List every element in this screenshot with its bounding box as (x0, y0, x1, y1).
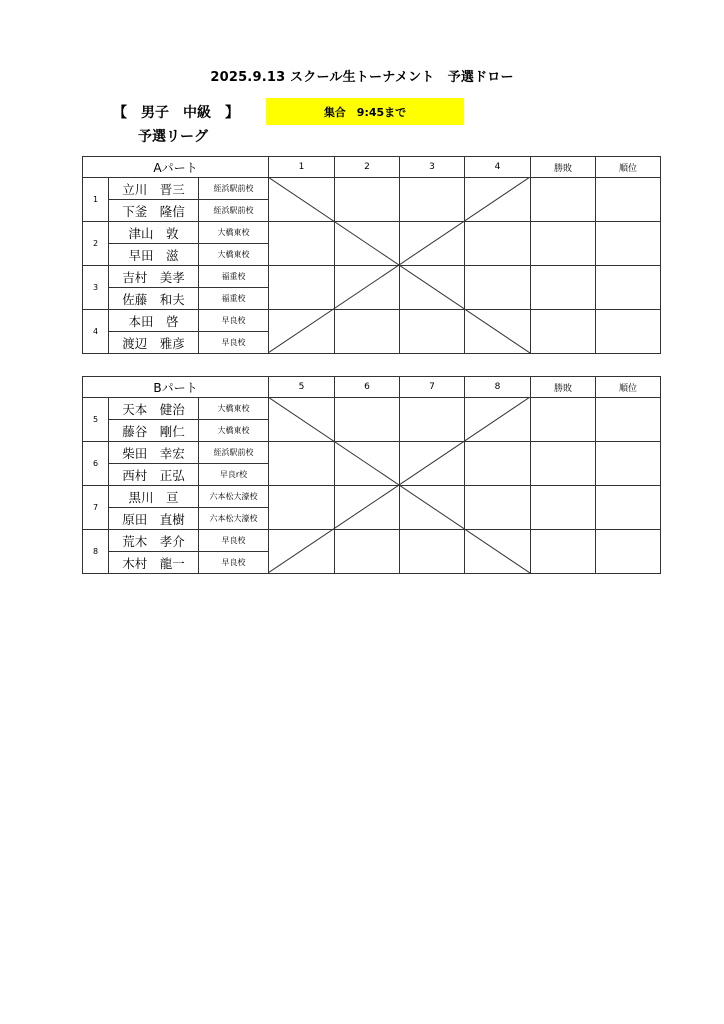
match-cell (335, 310, 400, 354)
match-cell (335, 486, 400, 530)
seed-number: 8 (83, 530, 109, 574)
seed-number: 5 (83, 398, 109, 442)
match-cell (335, 266, 400, 310)
player-name: 天本 健治 (109, 398, 199, 420)
match-cell (335, 442, 400, 486)
player-school: 六本松大濠校 (199, 486, 269, 508)
player-name: 黒川 亘 (109, 486, 199, 508)
result-cell (531, 178, 596, 222)
seed-number: 3 (83, 266, 109, 310)
result-cell (531, 398, 596, 442)
player-school: 大橋東校 (199, 398, 269, 420)
player-name: 吉村 美孝 (109, 266, 199, 288)
result-cell (531, 310, 596, 354)
match-cell (269, 442, 335, 486)
player-school: 福重校 (199, 288, 269, 310)
column-header: 4 (465, 157, 531, 178)
player-name: 木村 龍一 (109, 552, 199, 574)
player-name: 藤谷 剛仁 (109, 420, 199, 442)
result-cell (531, 266, 596, 310)
player-name: 下釜 隆信 (109, 200, 199, 222)
player-school: 早良校 (199, 310, 269, 332)
match-cell (465, 310, 531, 354)
match-cell (269, 178, 335, 222)
match-cell (400, 310, 465, 354)
match-cell (400, 178, 465, 222)
player-name: 津山 敦 (109, 222, 199, 244)
result-cell (531, 486, 596, 530)
player-school: 大橋東校 (199, 244, 269, 266)
result-header: 勝敗 (531, 377, 596, 398)
player-name: 柴田 幸宏 (109, 442, 199, 464)
player-school: 大橋東校 (199, 420, 269, 442)
result-header: 勝敗 (531, 157, 596, 178)
match-cell (335, 178, 400, 222)
rank-header: 順位 (596, 377, 661, 398)
match-cell (400, 530, 465, 574)
page-title: 2025.9.13 スクール生トーナメント 予選ドロー (210, 70, 514, 85)
match-cell (335, 530, 400, 574)
player-school: 早良校 (199, 332, 269, 354)
result-cell (531, 442, 596, 486)
player-school: 福重校 (199, 266, 269, 288)
match-cell (465, 530, 531, 574)
match-cell (400, 398, 465, 442)
player-school: 大橋東校 (199, 222, 269, 244)
player-name: 早田 滋 (109, 244, 199, 266)
part-b-header: Bパート (83, 377, 269, 398)
player-name: 原田 直樹 (109, 508, 199, 530)
player-school: 絰浜駅前校 (199, 200, 269, 222)
player-school: 早良校 (199, 530, 269, 552)
seed-number: 6 (83, 442, 109, 486)
category-label: 【 男子 中級 】 (113, 105, 239, 121)
rank-cell (596, 266, 661, 310)
rank-cell (596, 398, 661, 442)
player-school: 絰浜駅前校 (199, 442, 269, 464)
league-label: 予選リーグ (138, 129, 208, 145)
rank-cell (596, 442, 661, 486)
column-header: 6 (335, 377, 400, 398)
part-b-table (82, 376, 661, 574)
column-header: 8 (465, 377, 531, 398)
seed-number: 4 (83, 310, 109, 354)
rank-cell (596, 310, 661, 354)
result-cell (531, 222, 596, 266)
seed-number: 7 (83, 486, 109, 530)
match-cell (269, 222, 335, 266)
rank-cell (596, 222, 661, 266)
match-cell (465, 486, 531, 530)
match-cell (269, 310, 335, 354)
column-header: 1 (269, 157, 335, 178)
column-header: 3 (400, 157, 465, 178)
match-cell (465, 442, 531, 486)
match-cell (465, 178, 531, 222)
player-school: 早良校 (199, 552, 269, 574)
match-cell (400, 222, 465, 266)
rank-header: 順位 (596, 157, 661, 178)
match-cell (269, 486, 335, 530)
part-a-bracket (82, 156, 660, 354)
player-name: 本田 啓 (109, 310, 199, 332)
match-cell (335, 398, 400, 442)
match-cell (269, 266, 335, 310)
player-name: 佐藤 和夫 (109, 288, 199, 310)
match-cell (269, 398, 335, 442)
player-school: 絰浜駅前校 (199, 178, 269, 200)
column-header: 7 (400, 377, 465, 398)
result-cell (531, 530, 596, 574)
match-cell (400, 486, 465, 530)
player-school: 六本松大濠校 (199, 508, 269, 530)
rank-cell (596, 530, 661, 574)
column-header: 5 (269, 377, 335, 398)
seed-number: 1 (83, 178, 109, 222)
column-header: 2 (335, 157, 400, 178)
match-cell (465, 222, 531, 266)
rank-cell (596, 178, 661, 222)
player-name: 立川 晋三 (109, 178, 199, 200)
match-cell (465, 266, 531, 310)
player-name: 荒木 孝介 (109, 530, 199, 552)
part-a-header: Aパート (83, 157, 269, 178)
player-name: 西村 正弘 (109, 464, 199, 486)
match-cell (400, 266, 465, 310)
match-cell (465, 398, 531, 442)
match-cell (400, 442, 465, 486)
assembly-time-box: 集合 9:45まで (266, 98, 464, 125)
match-cell (269, 530, 335, 574)
rank-cell (596, 486, 661, 530)
player-school: 早良r校 (199, 464, 269, 486)
part-a-table (82, 156, 661, 354)
player-name: 渡辺 雅彦 (109, 332, 199, 354)
match-cell (335, 222, 400, 266)
seed-number: 2 (83, 222, 109, 266)
part-b-bracket (82, 376, 660, 574)
